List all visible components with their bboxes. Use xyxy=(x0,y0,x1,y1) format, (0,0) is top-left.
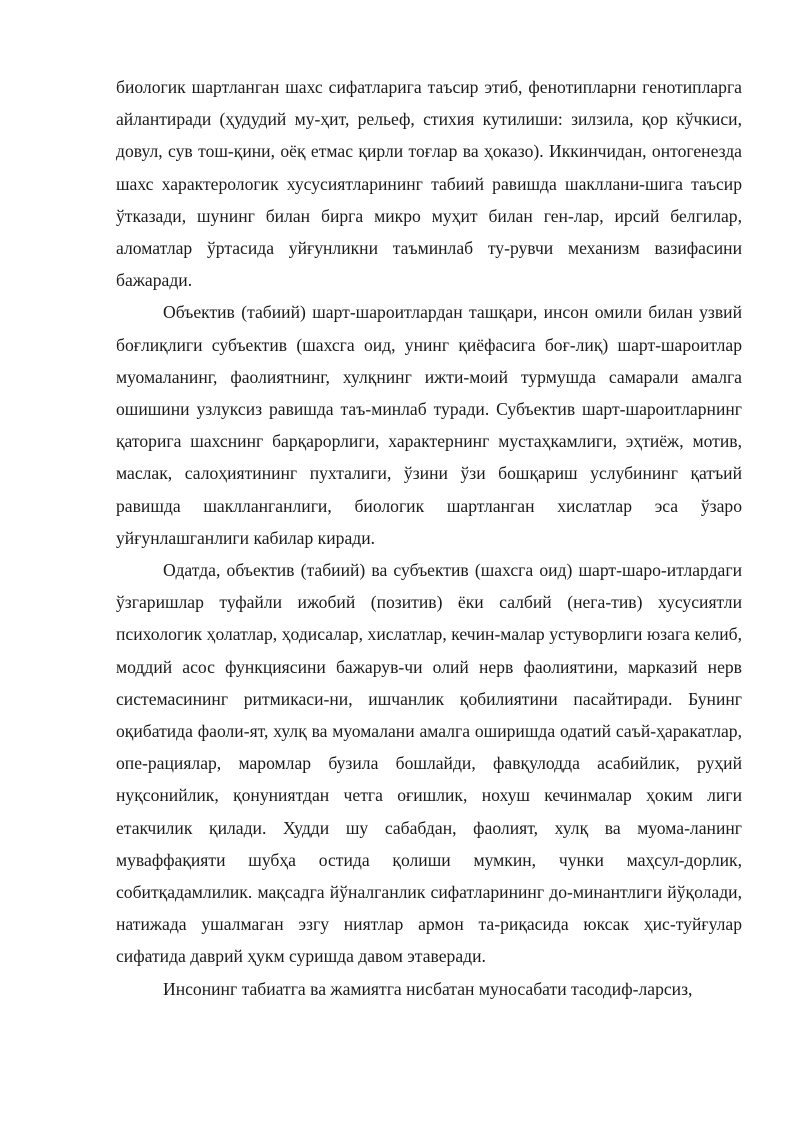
paragraph-4: Инсонинг табиатга ва жамиятга нисбатан муносабати тасодиф-ларсиз, xyxy=(163,978,693,999)
paragraph-3: Одатда, объектив (табиий) ва субъектив (шахсга оид) шарт-шаро-итлардаги ўзгаришлар туфайли ижобий (позитив) ёки салбий (нега-тив) хусусиятли психологик ҳолатлар, ҳодисалар, хислатлар, кечин-малар устуворлиги юзага келиб, моддий асос функциясини бажарув-чи олий нерв фаолиятини, марказий нерв системасининг ритмикаси-ни, ишчанлик қобилиятини пасайтиради. Бунинг оқибатида фаоли-ят, хулқ ва муомалани амалга оширишда одатий саъй-ҳаракатлар, опе-рациялар, маромлар бузила бошлайди, фавқулодда асабийлик, руҳий нуқсонийлик, қонуниятдан четга оғишлик, нохуш кечинмалар ҳоким лиги етакчилик қилади. Худди шу сабабдан, фаолият, хулқ ва муома-ланинг муваффақияти шубҳа остида қолиши мумкин, чунки маҳсул-дорлик, собитқадамлилик. мақсадга йўналганлик сифатларининг до-минантлиги йўқолади, натижада ушалмаган эзгу ниятлар армон та-риқасида юксак ҳис-туйғулар сифатида даврий ҳукм суришда давом этаверади. xyxy=(116,560,742,967)
document-page xyxy=(116,71,742,1005)
paragraph-2: Объектив (табиий) шарт-шароитлардан ташқари, инсон омили билан узвий боғлиқлиги субъектив (шахсга оид, унинг қиёфасига боғ-лиқ) шарт-шароитлар муомаланинг, фаолиятнинг, хулқнинг ижти-моий турмушда самарали амалга ошишини узлуксиз равишда таъ-минлаб туради. Субъектив шарт-шароитларнинг қаторига шахснинг барқарорлиги, характернинг мустаҳкамлиги, эҳтиёж, мотив, маслак, салоҳиятининг пухталиги, ўзини ўзи бошқариш услубининг қатъий равишда шаклланганлиги, биологик шартланган хислатлар эса ўзаро уйғунлашганлиги кабилар киради. xyxy=(116,302,742,548)
paragraph-1: биологик шартланган шахс сифатларига таъсир этиб, фенотипларни генотипларга айлантиради (ҳудудий му-ҳит, рельеф, стихия кутилиши: зилзила, қор кўчкиси, довул, сув тош-қини, оёқ етмас қирли тоғлар ва ҳоказо). Иккинчидан, онтогенезда шахс характерологик хусусиятларининг табиий равишда шакллани-шига таъсир ўтказади, шунинг билан бирга микро муҳит билан ген-лар, ирсий белгилар, аломатлар ўртасида уйғунликни таъминлаб ту-рувчи механизм вазифасини бажаради. xyxy=(116,77,742,291)
